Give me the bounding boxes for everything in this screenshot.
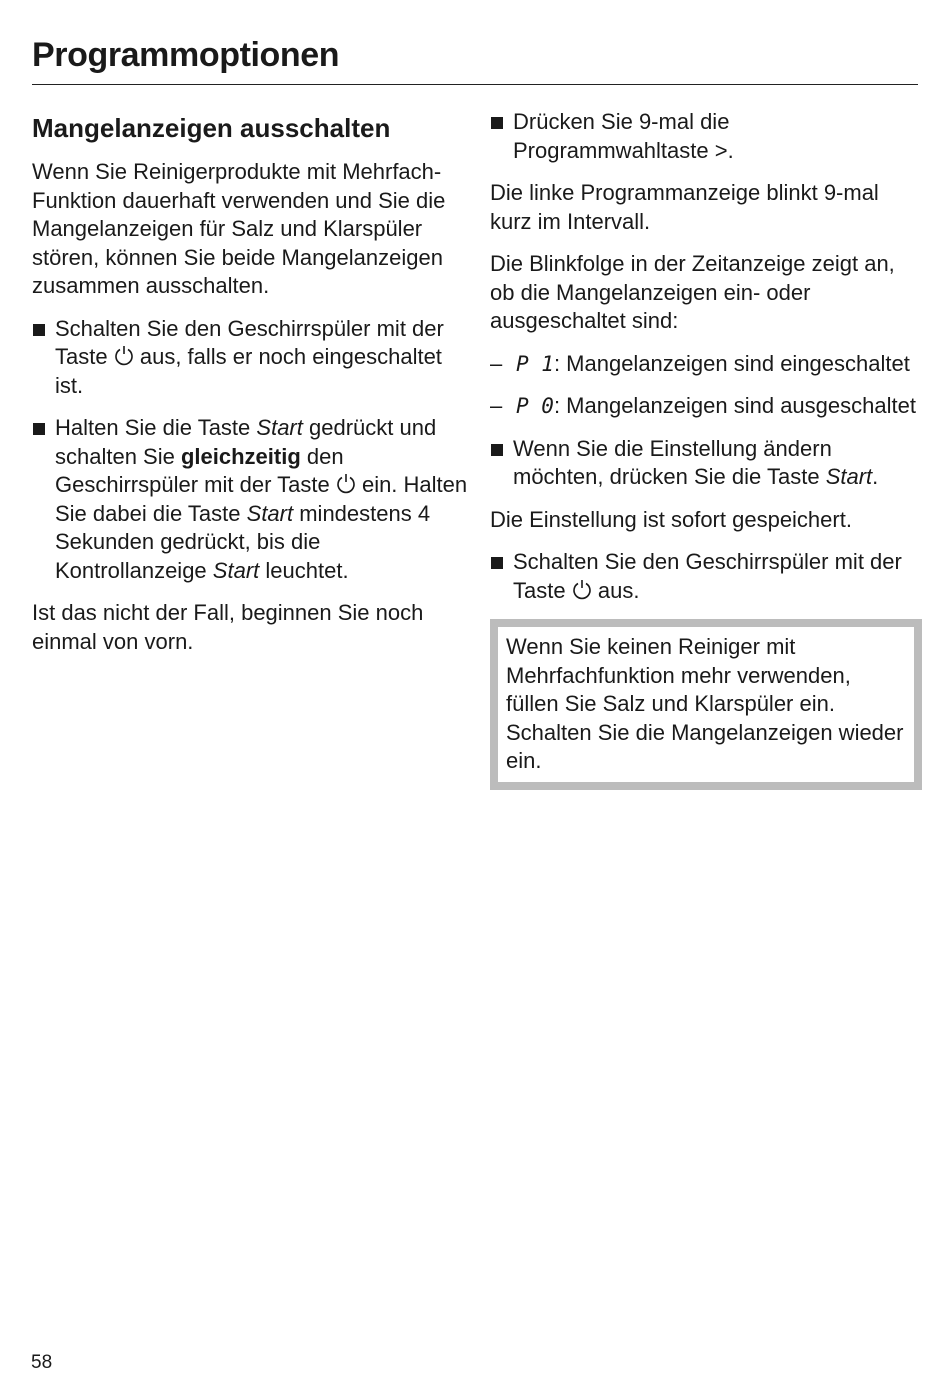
- page-title: Programmoptionen: [32, 36, 340, 74]
- step-hold-start: Halten Sie die Taste Start gedrückt und schalten Sie gleichzeitig den Geschirrspüler mit der Taste ein. Halten Sie dabei die Taste Start mindestens 4 Sekunden gedrückt, bis die Kontrollanzeige Start leuchtet.: [32, 414, 468, 585]
- start-key-label: Start: [256, 415, 303, 440]
- option-disabled: – P 0: Mangelanzeigen sind ausgeschaltet: [490, 392, 922, 421]
- emphasis-simultaneously: gleichzeitig: [180, 443, 301, 469]
- step-change-setting: Wenn Sie die Einstellung ändern möchten, drücken Sie die Taste Start.: [490, 435, 922, 492]
- note-box: [490, 619, 922, 790]
- left-column: [32, 108, 468, 670]
- step-switch-off-final: Schalten Sie den Geschirrspüler mit der Taste aus.: [490, 548, 922, 605]
- dash-mark: –: [490, 393, 503, 418]
- outro-paragraph: Ist das nicht der Fall, beginnen Sie noch einmal von vorn.: [32, 600, 424, 654]
- blink-paragraph: Die linke Programmanzeige blinkt 9-mal kurz im Intervall.: [490, 180, 879, 234]
- section-heading: Mangelanzeigen ausschalten: [32, 113, 391, 143]
- dash-mark: –: [490, 350, 503, 376]
- power-icon: [572, 578, 592, 600]
- blink-sequence-paragraph: Die Blinkfolge in der Zeitanzeige zeigt an, ob die Mangelanzeigen ein- oder ausgeschaltet sind:: [490, 251, 895, 333]
- power-icon: [114, 344, 134, 366]
- intro-paragraph: Wenn Sie Reinigerprodukte mit Mehrfach-Funktion dauerhaft verwenden und Sie die Mangelanzeigen für Salz und Klarspüler stören, können Sie beide Mangelanzeigen zusammen ausschalten.: [32, 159, 446, 298]
- title-divider: [32, 84, 918, 85]
- note-text: Wenn Sie keinen Reiniger mit Mehrfachfunktion mehr verwenden, füllen Sie Salz und Klarspüler ein. Schalten Sie die Mangelanzeigen wieder ein.: [506, 634, 904, 773]
- display-code-p1: P 1: [516, 351, 554, 376]
- start-key-label: Start: [825, 464, 873, 489]
- right-column: [490, 108, 922, 790]
- power-icon: [336, 472, 356, 494]
- page-number: 58: [31, 1352, 53, 1373]
- start-indicator-label: Start: [212, 557, 260, 583]
- display-code-p0: P 0: [516, 394, 554, 418]
- step-press-program-key: Drücken Sie 9-mal die Programmwahltaste >.: [490, 108, 922, 165]
- program-select-symbol: >.: [714, 137, 734, 163]
- saved-paragraph: Die Einstellung ist sofort gespeichert.: [490, 506, 852, 532]
- step-switch-off: Schalten Sie den Geschirrspüler mit der Taste aus, falls er noch eingeschaltet ist.: [32, 315, 468, 401]
- start-key-label: Start: [246, 500, 294, 526]
- option-enabled: – P 1: Mangelanzeigen sind eingeschaltet: [490, 350, 922, 379]
